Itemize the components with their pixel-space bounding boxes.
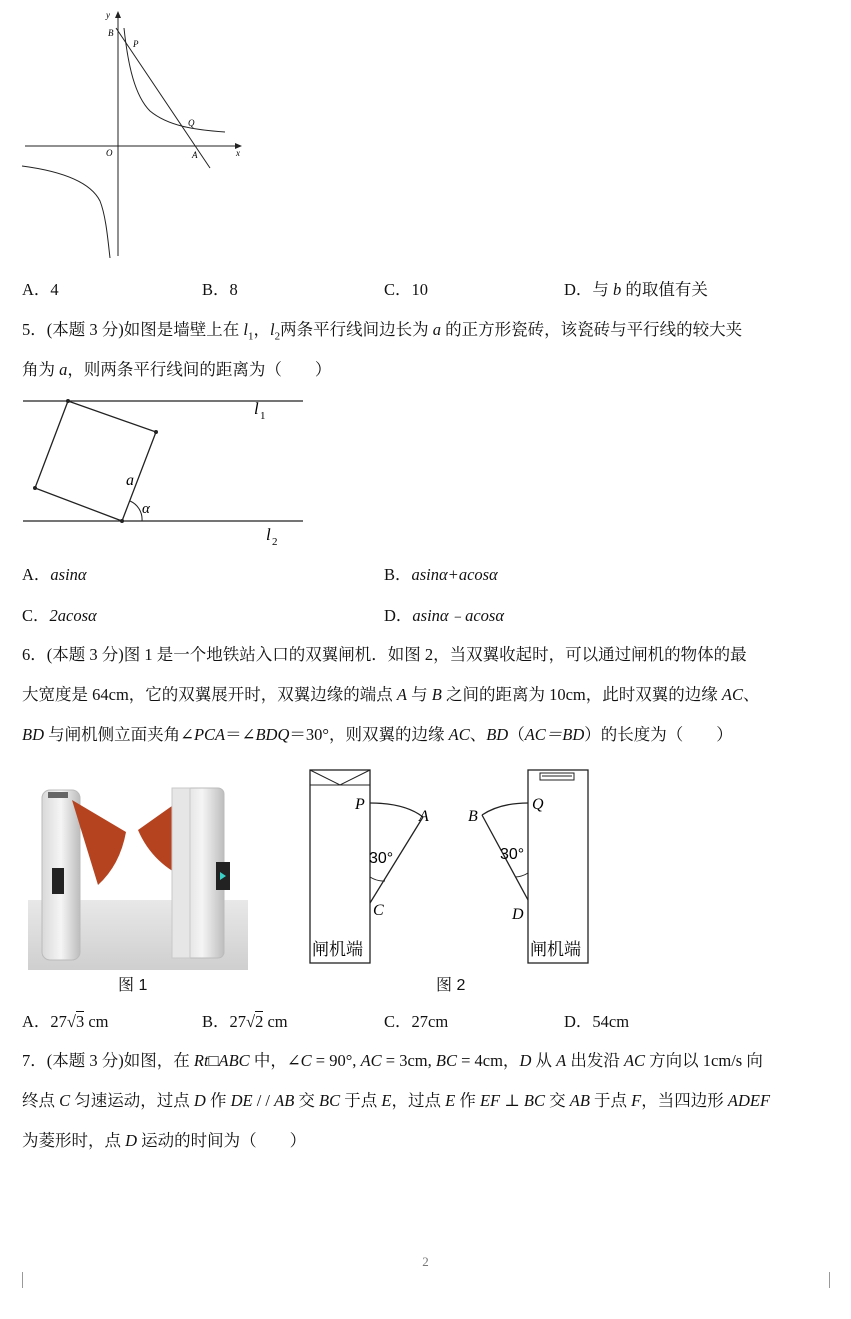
q6-t: （ bbox=[508, 725, 525, 744]
q7-box: □ bbox=[208, 1051, 219, 1070]
q5-figure bbox=[20, 390, 320, 555]
q7-t: 中，∠ bbox=[249, 1051, 301, 1070]
square-tile bbox=[35, 401, 156, 521]
q4-option-d[interactable] bbox=[564, 278, 708, 302]
q7-BC2: BC bbox=[523, 1091, 545, 1110]
q5-option-b-text: asinα+acosα bbox=[411, 565, 498, 584]
q5-text2: 角为 bbox=[22, 360, 60, 379]
q5-sep: ， bbox=[253, 320, 270, 339]
label-alpha: α bbox=[142, 501, 150, 517]
label-l2: l bbox=[266, 525, 271, 544]
q7-d: D bbox=[519, 1051, 532, 1070]
label-l1: l bbox=[254, 399, 259, 418]
q5-stem-line1 bbox=[22, 318, 742, 348]
q6-stem-line1: 6．(本题 3 分)图 1 是一个地铁站入口的双翼闸机．如图 2，当双翼收起时，可以通过闸机的物体的最 bbox=[22, 645, 747, 664]
q4-option-b[interactable]: B．8 bbox=[202, 280, 238, 299]
q7-t: 交 bbox=[294, 1091, 320, 1110]
q7-t: = 4cm， bbox=[456, 1051, 520, 1070]
q6-option-b[interactable] bbox=[202, 1010, 288, 1034]
q6-stem-line2 bbox=[22, 683, 760, 707]
q5-option-b[interactable] bbox=[384, 563, 498, 587]
q7-E: E bbox=[381, 1091, 392, 1110]
q6-figure2-caption: 图 2 bbox=[436, 977, 466, 994]
q7-bc: BC bbox=[435, 1051, 457, 1070]
q4-option-d-suffix: 的取值有关 bbox=[621, 280, 708, 299]
q7-t: = 3cm, bbox=[381, 1051, 436, 1070]
hyperbola-left bbox=[22, 166, 110, 258]
q7-t: 交 bbox=[544, 1091, 570, 1110]
q5-stem-line2 bbox=[22, 358, 331, 382]
label-p: P bbox=[355, 796, 365, 813]
label-c: C bbox=[373, 902, 384, 919]
q6-t: 与 bbox=[407, 685, 432, 704]
label-y: y bbox=[106, 10, 110, 20]
q6-PCA: PCA bbox=[193, 725, 226, 744]
q7-t: 为菱形时，点 bbox=[22, 1131, 126, 1150]
q4-option-d-prefix: D．与 bbox=[564, 280, 614, 299]
q7-t: 出发沿 bbox=[566, 1051, 624, 1070]
q7-C: C bbox=[59, 1091, 71, 1110]
q5-option-a[interactable] bbox=[22, 563, 87, 587]
label-a: A bbox=[192, 150, 198, 160]
q6-A: A bbox=[396, 685, 408, 704]
q6-t: ＝∠ bbox=[225, 725, 256, 744]
q7-stem-line2 bbox=[22, 1089, 770, 1113]
q6-BD2: BD bbox=[486, 725, 509, 744]
label-l1-sub: 1 bbox=[260, 410, 266, 422]
q7-t: 作 bbox=[205, 1091, 231, 1110]
q7-t: 于点 bbox=[589, 1091, 632, 1110]
label-l2-sub: 2 bbox=[272, 536, 278, 548]
q7-t: 7．(本题 3 分)如图，在 bbox=[22, 1051, 194, 1070]
q7-stem-line1 bbox=[22, 1049, 763, 1073]
q7-t: = 90°, bbox=[311, 1051, 361, 1070]
q6-figure1-caption: 图 1 bbox=[118, 977, 148, 994]
q6-option-b-rad: 2 bbox=[255, 1012, 264, 1031]
q7-t: 从 bbox=[531, 1051, 557, 1070]
q6-option-b-unit: cm bbox=[263, 1012, 288, 1031]
q7-rt: Rt bbox=[193, 1051, 209, 1070]
q6-eq: AC＝BD bbox=[524, 725, 585, 744]
q7-D: D bbox=[193, 1091, 206, 1110]
q6-t: 与闸机侧立面夹角∠ bbox=[44, 725, 194, 744]
q7-t: 于点 bbox=[340, 1091, 382, 1110]
q7-A: A bbox=[556, 1051, 567, 1070]
q5-text-suffix: 的正方形瓷砖，该瓷砖与平行线的较大夹 bbox=[440, 320, 743, 339]
q5-option-d[interactable] bbox=[384, 604, 504, 628]
q7-abc: ABC bbox=[218, 1051, 250, 1070]
q7-t: 作 bbox=[455, 1091, 480, 1110]
q6-option-a-unit: cm bbox=[84, 1012, 109, 1031]
q6-t: 之间的距离为 10cm，此时双翼的边缘 bbox=[441, 685, 722, 704]
q6-option-c-prefix: C． bbox=[384, 1012, 412, 1031]
label-angle: 30° bbox=[500, 846, 525, 863]
q7-c: C bbox=[300, 1051, 312, 1070]
q6-stem-line3 bbox=[22, 723, 733, 747]
q7-t: 匀速运动，过点 bbox=[70, 1091, 194, 1110]
q7-t: ⊥ bbox=[500, 1091, 524, 1110]
q5-l1-sub: 1 bbox=[247, 330, 254, 343]
q4-option-d-var: b bbox=[613, 280, 622, 299]
q6-option-c-text: 27cm bbox=[411, 1012, 449, 1031]
q6-AC: AC bbox=[721, 685, 743, 704]
q6-option-b-coef: 27 bbox=[229, 1012, 247, 1031]
q4-graph bbox=[20, 6, 250, 262]
q7-F: F bbox=[631, 1091, 642, 1110]
q5-l1: l bbox=[243, 320, 248, 339]
q6-t: 、 bbox=[469, 725, 487, 744]
q6-option-d[interactable] bbox=[564, 1010, 629, 1034]
q6-option-b-prefix: B． bbox=[202, 1012, 230, 1031]
label-b: B bbox=[108, 28, 114, 38]
q7-ac2: AC bbox=[623, 1051, 646, 1070]
label-q: Q bbox=[532, 796, 544, 813]
q7-AB: AB bbox=[274, 1091, 295, 1110]
q7-D2: D bbox=[125, 1131, 138, 1150]
q7-t: 运动的时间为（ ） bbox=[137, 1131, 307, 1150]
label-a: A bbox=[419, 808, 429, 825]
q7-t: / / bbox=[252, 1091, 275, 1110]
q5-l2-sub: 2 bbox=[274, 330, 281, 343]
label-d: D bbox=[512, 906, 524, 923]
label-q: Q bbox=[188, 118, 195, 128]
q5-var-a: a bbox=[432, 320, 441, 339]
q5-text: 5．(本题 3 分)如图是墙壁上在 bbox=[22, 320, 244, 339]
q6-figure2-right bbox=[460, 765, 600, 970]
q6-option-a-rad: 3 bbox=[75, 1012, 85, 1031]
q4-option-a[interactable]: A．4 bbox=[22, 280, 59, 299]
q6-BD: BD bbox=[22, 725, 44, 744]
label-gate: 闸机端 bbox=[312, 940, 363, 959]
q6-option-d-text: 54cm bbox=[592, 1012, 630, 1031]
sqrt-icon: √ bbox=[66, 1012, 76, 1031]
q6-t: ）的长度为（ ） bbox=[584, 725, 733, 744]
q6-BDQ: BDQ bbox=[255, 725, 290, 744]
q7-ac: AC bbox=[360, 1051, 382, 1070]
angle-arc bbox=[130, 501, 142, 521]
q5-option-a-text: asinα bbox=[50, 565, 87, 584]
q5-text2-suffix: ，则两条平行线间的距离为（ ） bbox=[67, 360, 332, 379]
label-a: a bbox=[126, 472, 134, 489]
q6-option-a[interactable] bbox=[22, 1010, 109, 1034]
line-ba bbox=[116, 28, 210, 168]
q7-t: 终点 bbox=[22, 1091, 60, 1110]
label-gate: 闸机端 bbox=[530, 940, 581, 959]
q6-figure1-gate-photo bbox=[28, 770, 248, 970]
page-edge-right bbox=[829, 1272, 830, 1288]
q7-t: ，过点 bbox=[391, 1091, 446, 1110]
label-p: P bbox=[133, 39, 139, 49]
label-angle: 30° bbox=[369, 850, 394, 867]
q7-E2: E bbox=[445, 1091, 456, 1110]
label-b: B bbox=[468, 808, 478, 825]
q6-t: 大宽度是 64cm，它的双翼展开时，双翼边缘的端点 bbox=[22, 685, 397, 704]
q6-option-d-prefix: D． bbox=[564, 1012, 593, 1031]
q5-l2: l bbox=[269, 320, 275, 339]
q5-option-c[interactable] bbox=[22, 604, 97, 628]
label-o: O bbox=[106, 148, 113, 158]
sqrt-icon: √ bbox=[246, 1012, 256, 1031]
q6-option-a-prefix: A． bbox=[22, 1012, 51, 1031]
q6-option-c[interactable] bbox=[384, 1010, 448, 1034]
q6-option-a-coef: 27 bbox=[50, 1012, 67, 1031]
q5-option-a-prefix: A． bbox=[22, 565, 51, 584]
q7-ADEF: ADEF bbox=[727, 1091, 771, 1110]
q5-option-b-prefix: B． bbox=[384, 565, 412, 584]
q4-option-c[interactable]: C．10 bbox=[384, 280, 429, 299]
q7-t: ，当四边形 bbox=[641, 1091, 728, 1110]
page-number: 2 bbox=[422, 1254, 429, 1269]
q5-option-c-prefix: C． bbox=[22, 606, 50, 625]
q7-t: 方向以 1cm/s 向 bbox=[645, 1051, 763, 1070]
q6-t: ＝30°，则双翼的边缘 bbox=[289, 725, 449, 744]
q6-figure2-left bbox=[305, 765, 455, 970]
q6-B: B bbox=[431, 685, 442, 704]
q7-stem-line3 bbox=[22, 1129, 306, 1153]
q5-var-a2: a bbox=[59, 360, 68, 379]
q7-EF: EF bbox=[479, 1091, 501, 1110]
label-x: x bbox=[236, 148, 240, 158]
q6-AC2: AC bbox=[448, 725, 470, 744]
q7-DE: DE bbox=[230, 1091, 253, 1110]
q7-BC: BC bbox=[319, 1091, 341, 1110]
page-edge-left bbox=[22, 1272, 23, 1288]
q5-option-d-text: asinα﹣acosα bbox=[412, 606, 504, 625]
q6-t: 、 bbox=[743, 685, 760, 704]
q5-option-d-prefix: D． bbox=[384, 606, 413, 625]
q7-AB2: AB bbox=[569, 1091, 590, 1110]
hyperbola-right bbox=[124, 28, 225, 132]
q5-option-c-text: 2acosα bbox=[49, 606, 97, 625]
q5-text-mid: 两条平行线间边长为 bbox=[280, 320, 433, 339]
